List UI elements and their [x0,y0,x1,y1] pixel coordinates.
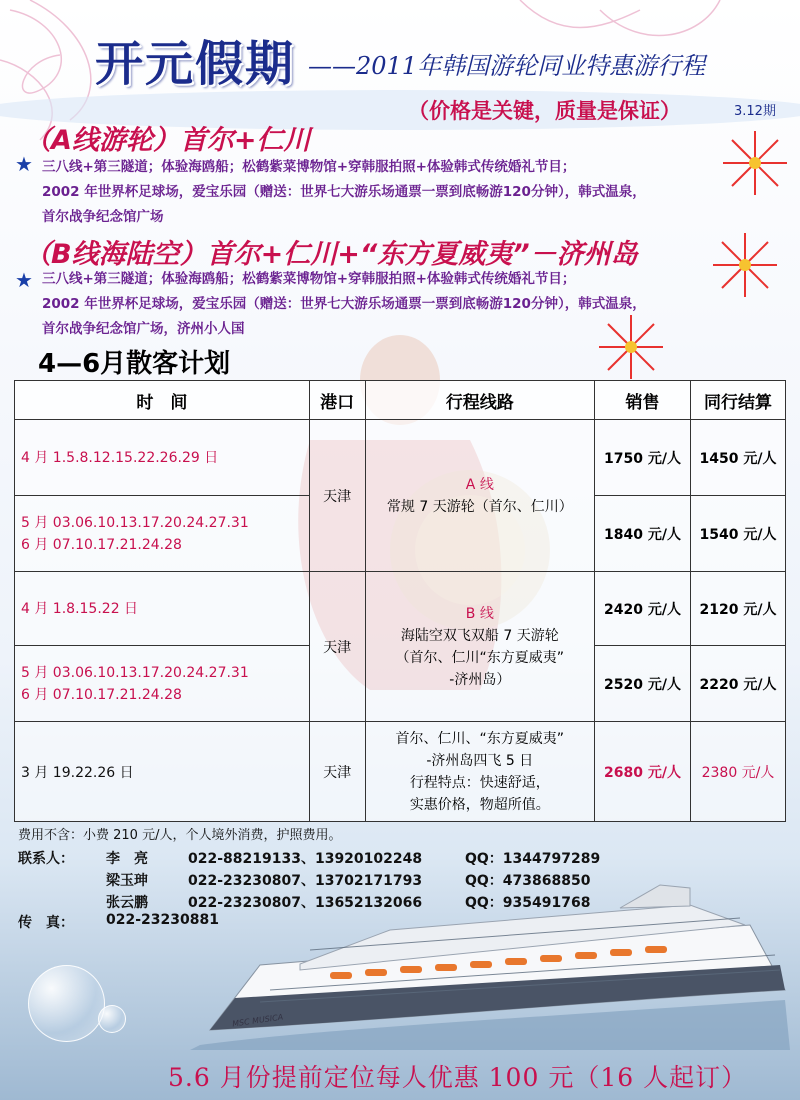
contact-phones: 022-88219133、13920102248 [188,851,423,867]
header-date: 时 间 [15,381,310,420]
row-dates [15,572,310,646]
date-line: 4 月 1.8.15.22 日 [21,600,139,617]
issue-number: 3.12期 [734,104,776,119]
table-header-row [15,381,786,420]
contact-phones: 022-23230807、13702171793 [188,873,423,889]
contacts-label: 联系人： [18,851,74,867]
header-port: 港口 [309,381,365,420]
table-row [15,722,786,822]
date-line: 5 月 03.06.10.13.17.20.24.27.31 [21,514,249,531]
sale-price: 1840 元/人 [595,496,691,572]
route-name: A 线 [465,476,494,493]
route-name: B 线 [465,605,494,622]
route-b-title: （B线海陆空）首尔+仁川+“东方夏威夷”－济州岛 [24,239,638,270]
contact-qq: QQ：935491768 [465,895,591,911]
date-line: 6 月 07.10.17.21.24.28 [21,536,182,553]
contact-name: 张云鹏 [106,895,148,911]
date-line: 5 月 03.06.10.13.17.20.24.27.31 [21,664,249,681]
table-row [15,572,786,646]
sale-price: 2420 元/人 [595,572,691,646]
route-desc-line: -济州岛四飞 5 日 [426,752,534,769]
sale-price: 2680 元/人 [595,722,691,822]
contact-phones: 022-23230807、13652132066 [188,895,423,911]
date-line: 4 月 1.5.8.12.15.22.26.29 日 [21,449,219,466]
row-dates [15,420,310,496]
port-cell: 天津 [309,572,365,722]
route-a-cell [365,420,594,572]
schedule-table [14,380,786,822]
route-desc-line: 首尔、仁川、“东方夏威夷” [395,730,565,747]
settle-price: 2220 元/人 [690,646,785,722]
fax-number: 022-23230881 [106,912,219,928]
contact-qq: QQ：1344797289 [465,851,601,867]
settle-price: 2120 元/人 [690,572,785,646]
route-a-description [42,155,762,230]
bubble-decoration [28,965,105,1042]
promotion-banner: 5.6 月份提前定位每人优惠 100 元（16 人起订） [168,1063,748,1092]
header-route: 行程线路 [365,381,594,420]
page-subtitle: ——2011年韩国游轮同业特惠游行程 [308,52,706,80]
plan-title: 4—6月散客计划 [38,349,231,379]
header-settle: 同行结算 [690,381,785,420]
row-dates [15,496,310,572]
ship-name: MSC MUSICA [231,1012,284,1029]
settle-price: 1450 元/人 [690,420,785,496]
settle-price: 1540 元/人 [690,496,785,572]
route-b-cell [365,572,594,722]
cruise-ship-illustration [190,880,790,1050]
port-cell: 天津 [309,722,365,822]
route-desc-line: -济州岛） [449,671,511,688]
star-icon: ★ [15,268,33,292]
route-a-title: （A线游轮）首尔+仁川 [24,125,311,156]
route-c-cell [365,722,594,822]
contact-name: 梁玉珅 [106,873,148,889]
route-desc-line: 海陆空双飞双船 7 天游轮 [400,627,559,644]
row-dates [15,722,310,822]
sale-price: 2520 元/人 [595,646,691,722]
row-dates [15,646,310,722]
route-a-desc-line: 首尔战争纪念馆广场 [42,209,164,225]
table-row [15,420,786,496]
date-line: 3 月 19.22.26 日 [21,764,134,781]
route-b-desc-line: 2002 年世界杯足球场，爱宝乐园（赠送：世界七大游乐场通票一票到底畅游120分钟），韩式温泉， [42,296,646,312]
contact-qq: QQ：473868850 [465,873,591,889]
settle-price: 2380 元/人 [690,722,785,822]
route-desc-line: （首尔、仁川“东方夏威夷” [395,649,565,666]
contact-name: 李 亮 [106,851,148,867]
brand-title: 开元假期 [95,36,296,92]
route-b-desc-line: 三八线+第三隧道；体验海鸥船；松鹤紫菜博物馆+穿韩服拍照+体验韩式传统婚礼节目； [42,271,576,287]
route-desc-line: 行程特点：快速舒适， [409,774,550,791]
route-a-desc-line: 2002 年世界杯足球场，爱宝乐园（赠送：世界七大游乐场通票一票到底畅游120分钟），韩式温泉， [42,184,646,200]
sale-price: 1750 元/人 [595,420,691,496]
fee-note: 费用不含：小费 210 元/人，个人境外消费，护照费用。 [18,828,342,843]
route-b-desc-line: 首尔战争纪念馆广场，济州小人国 [42,321,245,337]
route-desc: 常规 7 天游轮（首尔、仁川） [386,498,573,515]
bubble-decoration [98,1005,126,1033]
header-sale: 销售 [595,381,691,420]
route-desc-line: 实惠价格，物超所值。 [409,796,550,813]
date-line: 6 月 07.10.17.21.24.28 [21,686,182,703]
route-a-desc-line: 三八线+第三隧道；体验海鸥船；松鹤紫菜博物馆+穿韩服拍照+体验韩式传统婚礼节目； [42,159,576,175]
fax-label: 传 真： [18,915,74,931]
route-b-description [42,267,762,342]
slogan: （价格是关键，质量是保证） [408,99,681,123]
port-cell: 天津 [309,420,365,572]
star-icon: ★ [15,152,33,176]
